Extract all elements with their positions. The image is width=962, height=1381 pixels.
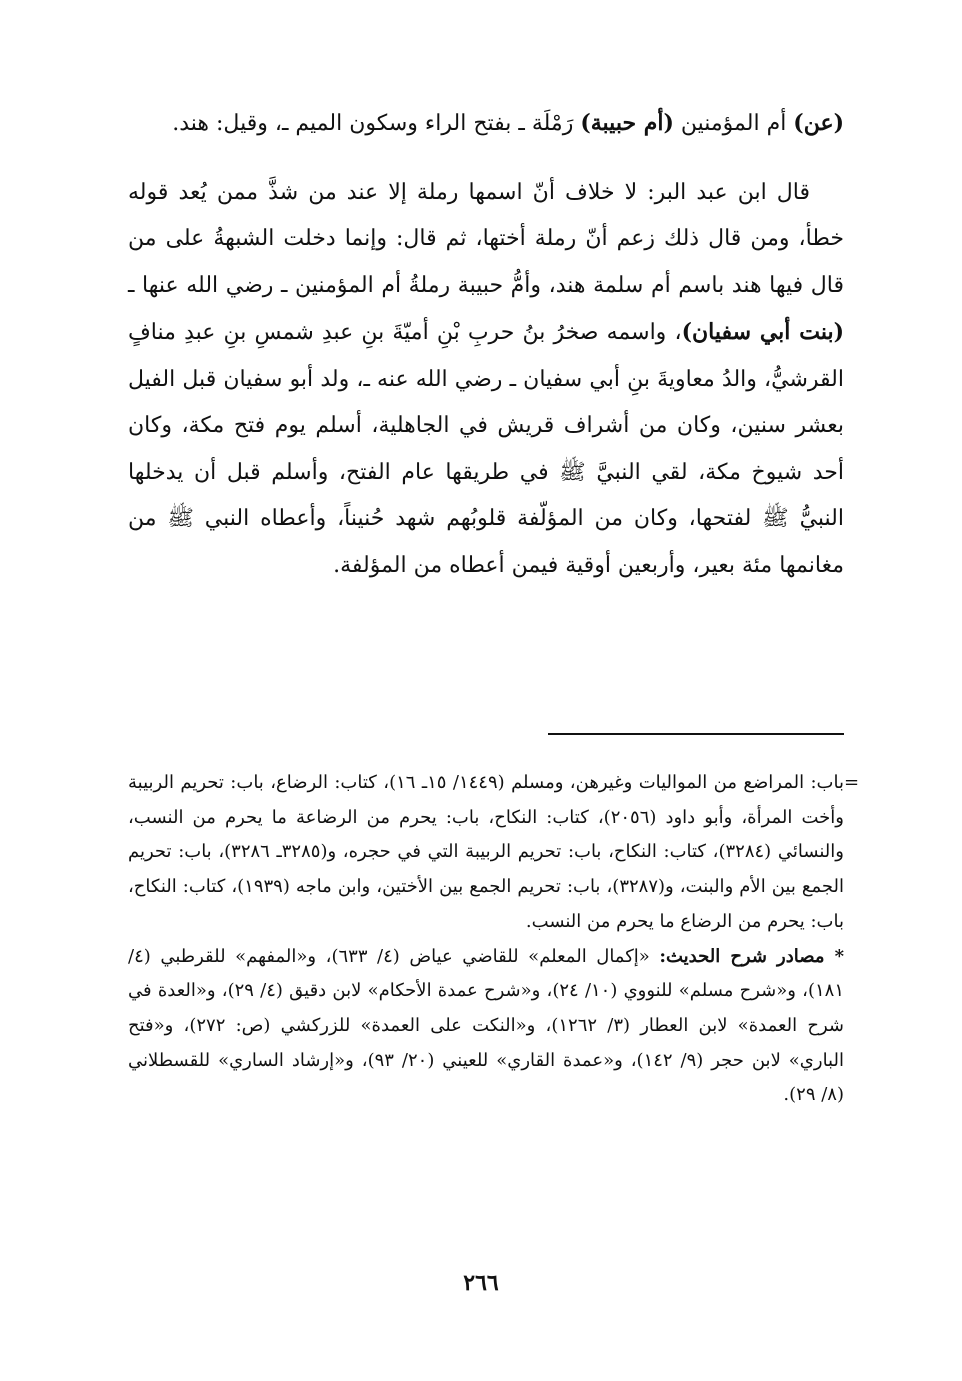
body-text-2: ، واسمه صخرُ بنُ حربِ بْنِ أميّةَ بنِ عبدِ شمسِ بنِ عبدِ منافٍ القرشيُّ، والدُ معاويةَ بنِ أبي سفيان ـ رضي الله عنه ـ، ولد أبو سفيان قبل الفيل بعشر سنين، وكان من أشراف قريش في الجاهلية، أسلم يوم فتح مكة، وكان أحد شيوخ مكة، لقي النبيَّ ﷺ في طريقها عام الفتح، وأسلم قبل أن يدخلها النبيُّ ﷺ لفتحها، وكان من المؤلّفة قلوبُهم شهد حُنيناً، وأعطاه النبي ﷺ من مغانمها مئة بعير، وأربعين أوقية فيمن أعطاه من المؤلفة. — [128, 320, 844, 578]
main-text — [128, 100, 844, 589]
footnote-separator — [548, 733, 844, 735]
footnote-sources — [128, 940, 844, 1114]
page-number: ٢٦٦ — [463, 1270, 499, 1296]
intro-bold-an: (عن) — [793, 110, 844, 136]
footnotes — [128, 766, 844, 1113]
body-text-1: قال ابن عبد البر: لا خلاف أنّ اسمها رملة إلا عند من شذَّ ممن يُعد قوله خطأ، ومن قال ذلك زعم أنّ رملة أختها، ثم قال: وإنما دخلت الشبهةُ على من قال فيها هند باسم أم سلمة هند، وأمُّ حبيبة رملةُ أم المؤمنين ـ رضي الله عنها ـ — [128, 179, 844, 298]
intro-bold-umm-habiba: (أم حبيبة) — [580, 110, 674, 136]
body-bold-bint-abi-sufyan: (بنت أبي سفيان) — [681, 319, 844, 345]
footnote-continuation-marker: = — [844, 772, 860, 793]
footnote-references: باب: المراضع من المواليات وغيرهن، ومسلم (١٤٤٩/ ١٥ـ ١٦)، كتاب: الرضاع، باب: تحريم الربيبة وأخت المرأة، وأبو داود (٢٠٥٦)، كتاب: النكاح، باب: يحرم من الرضاعة ما يحرم من النسب، والنسائي (٣٢٨٤)، كتاب: النكاح، باب: تحريم الربيبة التي في حجره، و(٣٢٨٥ـ ٣٢٨٦)، باب: تحريم الجمع بين الأم والبنت، و(٣٢٨٧)، باب: تحريم الجمع بين الأختين، وابن ماجه (١٩٣٩)، كتاب: النكاح، باب: يحرم من الرضاع ما يحرم من النسب. — [128, 772, 844, 932]
sources-text: «إكمال المعلم» للقاضي عياض (٤/ ٦٣٣)، و«المفهم» للقرطبي (٤/ ١٨١)، و«شرح مسلم» للنووي (١٠/ ٢٤)، و«شرح عمدة الأحكام» لابن دقيق (٤/ ٢٩)، و«العدة في شرح العمدة» لابن العطار (٣/ ١٢٦٢)، و«النكت على العمدة» للزركشي (ص: ٢٧٢)، و«فتح الباري» لابن حجر (٩/ ١٤٢)، و«عمدة القاري» للعيني (٢٠/ ٩٣)، و«إرشاد الساري» للقسطلاني (٨/ ٢٩). — [128, 945, 844, 1106]
intro-text-1: أم المؤمنين — [673, 111, 794, 136]
intro-text-2: رَمْلَة ـ بفتح الراء وسكون الميم ـ، وقيل: هند. — [172, 111, 581, 136]
sources-heading: * مصادر شرح الحديث: — [659, 945, 844, 967]
body-paragraph — [128, 170, 844, 590]
intro-paragraph — [128, 100, 844, 148]
